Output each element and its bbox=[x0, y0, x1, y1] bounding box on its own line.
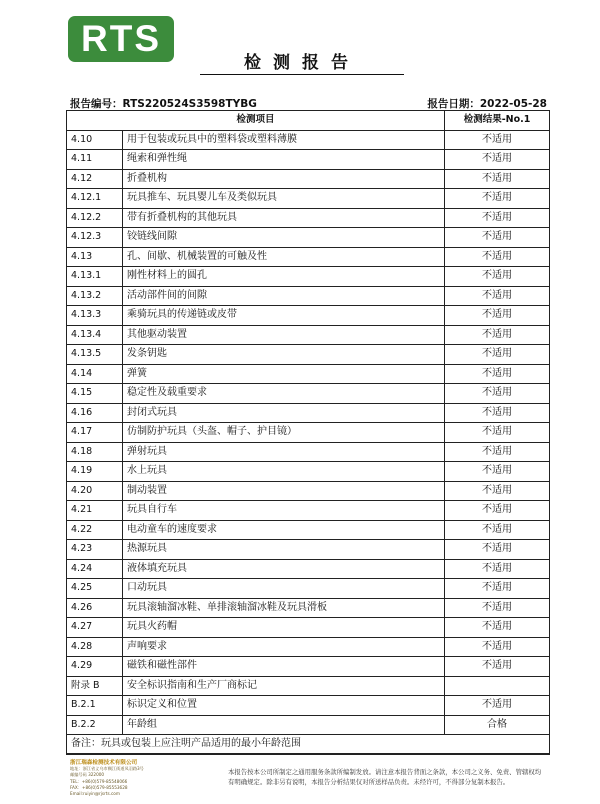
row-item: 仿制防护玩具（头盔、帽子、护目镜） bbox=[123, 423, 445, 443]
row-result: 不适用 bbox=[445, 150, 550, 170]
row-result: 不适用 bbox=[445, 208, 550, 228]
row-item: 孔、间歇、机械装置的可触及性 bbox=[123, 247, 445, 267]
row-number: 4.17 bbox=[67, 423, 123, 443]
row-result: 不适用 bbox=[445, 696, 550, 716]
row-result: 不适用 bbox=[445, 345, 550, 365]
row-number: 4.23 bbox=[67, 540, 123, 560]
company-email: Email:ruiyin@rjsrts.com bbox=[70, 791, 120, 797]
row-item: 口动玩具 bbox=[123, 579, 445, 599]
row-result: 不适用 bbox=[445, 501, 550, 521]
table-header-row bbox=[67, 111, 550, 131]
row-item: 标识定义和位置 bbox=[123, 696, 445, 716]
row-number: 4.13.4 bbox=[67, 325, 123, 345]
row-number: 4.28 bbox=[67, 637, 123, 657]
company-name: 浙江瑞森检测技术有限公司 bbox=[70, 760, 138, 766]
table-row bbox=[67, 384, 550, 404]
row-item: 玩具火药帽 bbox=[123, 618, 445, 638]
column-header-item: 检测项目 bbox=[67, 111, 445, 131]
row-item: 安全标识指南和生产厂商标记 bbox=[123, 676, 445, 696]
row-item: 刚性材料上的圆孔 bbox=[123, 267, 445, 287]
table-row bbox=[67, 423, 550, 443]
row-result: 不适用 bbox=[445, 169, 550, 189]
table-row bbox=[67, 657, 550, 677]
table-row bbox=[67, 247, 550, 267]
footer-disclaimer: 本报告按本公司所制定之通用服务条款所编制发放。请注意本报告背面之条款，本公司之义务、免责、管辖权均有明确规定。除非另有说明，本报告分析结果仅对所送样品负责。未经许可，不得部分复制本报告。 bbox=[228, 768, 542, 786]
row-number: 4.13 bbox=[67, 247, 123, 267]
row-number: 4.12.1 bbox=[67, 189, 123, 209]
row-item: 绳索和弹性绳 bbox=[123, 150, 445, 170]
row-number: 4.19 bbox=[67, 462, 123, 482]
table-row bbox=[67, 696, 550, 716]
row-result: 不适用 bbox=[445, 481, 550, 501]
table-row bbox=[67, 676, 550, 696]
row-number: 4.16 bbox=[67, 403, 123, 423]
row-number: B.2.1 bbox=[67, 696, 123, 716]
table-row bbox=[67, 228, 550, 248]
row-result: 不适用 bbox=[445, 228, 550, 248]
row-result: 不适用 bbox=[445, 462, 550, 482]
row-number: 4.21 bbox=[67, 501, 123, 521]
table-row bbox=[67, 579, 550, 599]
row-item: 制动装置 bbox=[123, 481, 445, 501]
row-item: 声响要求 bbox=[123, 637, 445, 657]
row-result: 不适用 bbox=[445, 579, 550, 599]
table-row bbox=[67, 462, 550, 482]
row-item: 液体填充玩具 bbox=[123, 559, 445, 579]
rts-logo: RTS bbox=[68, 16, 174, 62]
row-number: 4.12.2 bbox=[67, 208, 123, 228]
row-result: 不适用 bbox=[445, 286, 550, 306]
row-number: 4.13.1 bbox=[67, 267, 123, 287]
table-row bbox=[67, 345, 550, 365]
row-item: 弹射玩具 bbox=[123, 442, 445, 462]
row-number: 附录 B bbox=[67, 676, 123, 696]
row-number: 4.25 bbox=[67, 579, 123, 599]
row-number: 4.13.5 bbox=[67, 345, 123, 365]
report-date: 报告日期：2022-05-28 bbox=[427, 98, 547, 110]
row-result: 不适用 bbox=[445, 189, 550, 209]
row-number: 4.26 bbox=[67, 598, 123, 618]
row-item: 活动部件间的间隙 bbox=[123, 286, 445, 306]
table-row bbox=[67, 150, 550, 170]
row-number: 4.14 bbox=[67, 364, 123, 384]
table-row bbox=[67, 267, 550, 287]
table-row bbox=[67, 559, 550, 579]
company-address: 地址：浙江省义乌市稠江街道凤羽路3号 bbox=[70, 766, 144, 772]
row-item: 带有折叠机构的其他玩具 bbox=[123, 208, 445, 228]
table-row bbox=[67, 618, 550, 638]
table-row bbox=[67, 540, 550, 560]
row-item: 弹簧 bbox=[123, 364, 445, 384]
company-fax: FAX：+86(0)579-85553628 bbox=[70, 784, 128, 790]
row-number: 4.29 bbox=[67, 657, 123, 677]
table-row bbox=[67, 442, 550, 462]
row-result: 不适用 bbox=[445, 540, 550, 560]
row-item: 铰链线间隙 bbox=[123, 228, 445, 248]
row-number: 4.27 bbox=[67, 618, 123, 638]
row-item: 热源玩具 bbox=[123, 540, 445, 560]
row-item: 封闭式玩具 bbox=[123, 403, 445, 423]
note-row bbox=[67, 735, 550, 755]
row-number: 4.18 bbox=[67, 442, 123, 462]
report-number: 报告编号：RTS220524S3598TYBG bbox=[70, 98, 257, 110]
report-title: 检测报告 bbox=[244, 53, 360, 73]
company-tel: TEL：+86(0)579-85548066 bbox=[70, 778, 128, 784]
row-item: 稳定性及载重要求 bbox=[123, 384, 445, 404]
row-item: 水上玩具 bbox=[123, 462, 445, 482]
row-result: 不适用 bbox=[445, 325, 550, 345]
table-row bbox=[67, 169, 550, 189]
row-result: 不适用 bbox=[445, 520, 550, 540]
footer-divider bbox=[66, 753, 549, 754]
table-row bbox=[67, 715, 550, 735]
row-result: 不适用 bbox=[445, 403, 550, 423]
row-result bbox=[445, 676, 550, 696]
row-result: 不适用 bbox=[445, 598, 550, 618]
row-item: 其他驱动装置 bbox=[123, 325, 445, 345]
row-item: 磁铁和磁性部件 bbox=[123, 657, 445, 677]
table-row bbox=[67, 325, 550, 345]
row-result: 不适用 bbox=[445, 384, 550, 404]
row-number: 4.10 bbox=[67, 130, 123, 150]
row-item: 发条钥匙 bbox=[123, 345, 445, 365]
row-result: 不适用 bbox=[445, 364, 550, 384]
row-item: 电动童车的速度要求 bbox=[123, 520, 445, 540]
test-results-table bbox=[66, 110, 550, 755]
table-row bbox=[67, 286, 550, 306]
company-postcode: 邮编号码 322000 bbox=[70, 772, 105, 778]
row-number: 4.22 bbox=[67, 520, 123, 540]
table-row bbox=[67, 403, 550, 423]
row-number: 4.13.2 bbox=[67, 286, 123, 306]
row-item: 乘骑玩具的传递链或皮带 bbox=[123, 306, 445, 326]
row-result: 不适用 bbox=[445, 442, 550, 462]
row-result: 不适用 bbox=[445, 423, 550, 443]
row-result: 不适用 bbox=[445, 130, 550, 150]
row-result: 不适用 bbox=[445, 657, 550, 677]
table-row bbox=[67, 364, 550, 384]
note-text: 备注：玩具或包装上应注明产品适用的最小年龄范围 bbox=[67, 735, 550, 755]
row-result: 不适用 bbox=[445, 247, 550, 267]
row-result: 不适用 bbox=[445, 267, 550, 287]
table-row bbox=[67, 637, 550, 657]
row-item: 年龄组 bbox=[123, 715, 445, 735]
table-row bbox=[67, 598, 550, 618]
row-number: 4.13.3 bbox=[67, 306, 123, 326]
row-number: 4.11 bbox=[67, 150, 123, 170]
row-result: 合格 bbox=[445, 715, 550, 735]
row-item: 玩具滚轴溜冰鞋、单排滚轴溜冰鞋及玩具滑板 bbox=[123, 598, 445, 618]
table-row bbox=[67, 306, 550, 326]
row-number: 4.12 bbox=[67, 169, 123, 189]
row-result: 不适用 bbox=[445, 637, 550, 657]
row-result: 不适用 bbox=[445, 559, 550, 579]
row-item: 玩具推车、玩具婴儿车及类似玩具 bbox=[123, 189, 445, 209]
row-item: 用于包装或玩具中的塑料袋或塑料薄膜 bbox=[123, 130, 445, 150]
row-result: 不适用 bbox=[445, 306, 550, 326]
table-row bbox=[67, 130, 550, 150]
row-number: B.2.2 bbox=[67, 715, 123, 735]
column-header-result: 检测结果-No.1 bbox=[445, 111, 550, 131]
table-row bbox=[67, 481, 550, 501]
row-number: 4.12.3 bbox=[67, 228, 123, 248]
table-row bbox=[67, 520, 550, 540]
row-number: 4.20 bbox=[67, 481, 123, 501]
row-result: 不适用 bbox=[445, 618, 550, 638]
row-item: 折叠机构 bbox=[123, 169, 445, 189]
title-underline bbox=[200, 74, 404, 75]
row-item: 玩具自行车 bbox=[123, 501, 445, 521]
table-row bbox=[67, 501, 550, 521]
table-row bbox=[67, 208, 550, 228]
footer-company-info bbox=[70, 760, 210, 797]
table-row bbox=[67, 189, 550, 209]
row-number: 4.24 bbox=[67, 559, 123, 579]
row-number: 4.15 bbox=[67, 384, 123, 404]
